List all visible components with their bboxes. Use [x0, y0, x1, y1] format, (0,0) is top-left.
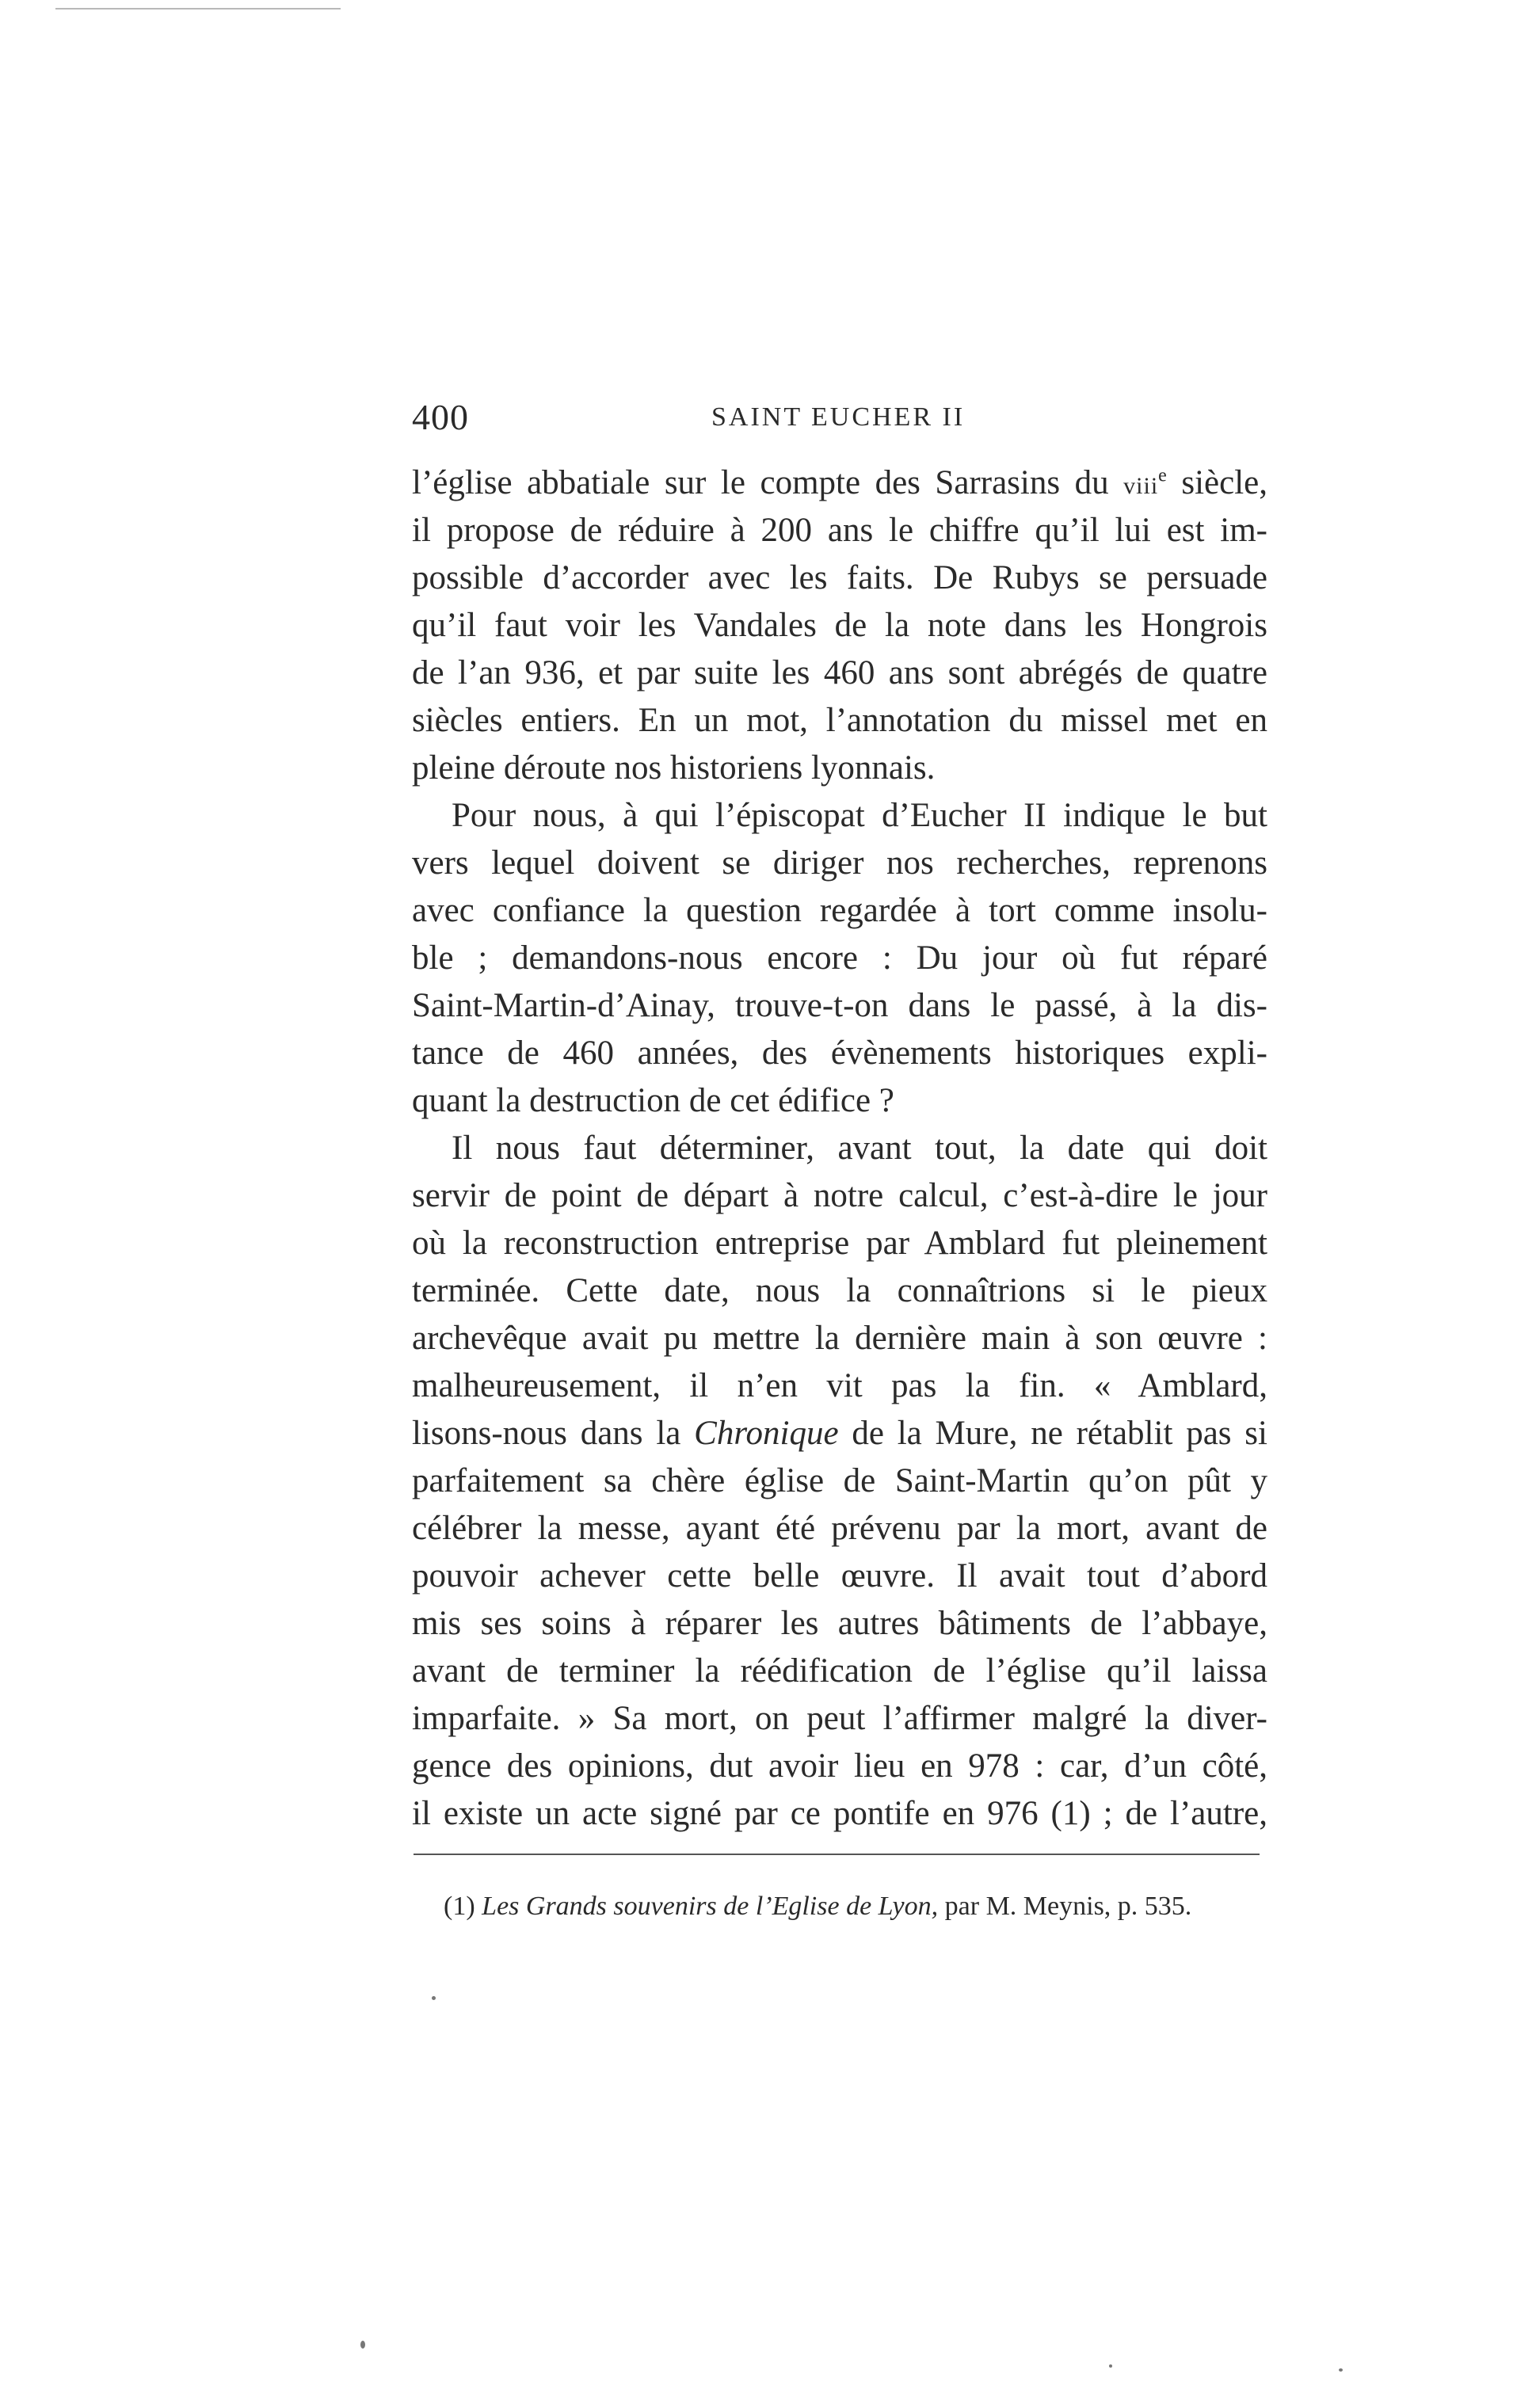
text-line-17: où la reconstruction entreprise par Amblard fut pleinement [412, 1225, 1267, 1262]
text-line-9: vers lequel doivent se diriger nos recherches, reprenons [412, 844, 1267, 882]
text-line-21: lisons-nous dans la Chronique de la Mure, ne rétablit pas si [412, 1415, 1267, 1452]
text-line-22: parfaitement sa chère église de Saint-Martin qu’on pût y [412, 1462, 1267, 1499]
paper-speck [1339, 2368, 1343, 2372]
paper-speck [360, 2341, 365, 2349]
text-line-24: pouvoir achever cette belle œuvre. Il avait tout d’abord [412, 1557, 1267, 1595]
text-line-3: possible d’accorder avec les faits. De Rubys se persuade [412, 559, 1267, 596]
text-line-20: malheureusement, il n’en vit pas la fin. « Amblard, [412, 1367, 1267, 1404]
text-line-18: terminée. Cette date, nous la connaîtrions si le pieux [412, 1272, 1267, 1309]
paper-speck [432, 1996, 436, 2000]
text-line-11: ble ; demandons-nous encore : Du jour où fut réparé [412, 939, 1267, 977]
paper-speck [1109, 2364, 1112, 2368]
text-line-10: avec confiance la question regardée à tort comme insolu- [412, 892, 1267, 929]
text-line-19: archevêque avait pu mettre la dernière main à son œuvre : [412, 1320, 1267, 1357]
running-title: SAINT EUCHER II [711, 402, 966, 432]
footnote-citation: par M. Meynis, p. 535. [938, 1892, 1192, 1921]
text-line-26: avant de terminer la réédification de l’église qu’il laissa [412, 1652, 1267, 1690]
text-line-12: Saint-Martin-d’Ainay, trouve-t-on dans le passé, à la dis- [412, 987, 1267, 1024]
text-line-8: Pour nous, à qui l’épiscopat d’Eucher II indique le but [452, 797, 1267, 834]
page-header [412, 396, 1267, 444]
text-line-1: l’église abbatiale sur le compte des Sarrasins du viii$^e$ siècle, [412, 464, 1267, 501]
text-line-15: Il nous faut déterminer, avant tout, la date qui doit [452, 1130, 1267, 1167]
body-text [412, 459, 1267, 1838]
text-line-25: mis ses soins à réparer les autres bâtiments de l’abbaye, [412, 1605, 1267, 1642]
page-number: 400 [412, 397, 469, 437]
footnote [444, 1889, 1267, 1924]
text-line-5: de l’an 936, et par suite les 460 ans sont abrégés de quatre [412, 654, 1267, 692]
text-line-27: imparfaite. » Sa mort, on peut l’affirmer malgré la diver- [412, 1700, 1267, 1737]
text-line-28: gence des opinions, dut avoir lieu en 978 : car, d’un côté, [412, 1747, 1267, 1785]
text-line-29: il existe un acte signé par ce pontife en 976 (1) ; de l’autre, [412, 1795, 1267, 1832]
text-line-6: siècles entiers. En un mot, l’annotation du missel met en [412, 702, 1267, 739]
text-line-14: quant la destruction de cet édifice ? [412, 1082, 894, 1119]
footnote-title: Les Grands souvenirs de l’Eglise de Lyon, [482, 1892, 939, 1921]
text-line-23: célébrer la messe, ayant été prévenu par la mort, avant de [412, 1510, 1267, 1547]
footnote-marker: (1) [444, 1892, 482, 1921]
footnote-rule [414, 1854, 1260, 1855]
text-line-13: tance de 460 années, des évènements historiques expli- [412, 1034, 1267, 1072]
top-edge-rule [55, 8, 341, 10]
text-line-16: servir de point de départ à notre calcul, c’est-à-dire le jour [412, 1177, 1267, 1214]
text-line-4: qu’il faut voir les Vandales de la note dans les Hongrois [412, 607, 1267, 644]
text-line-7: pleine déroute nos historiens lyonnais. [412, 749, 936, 787]
text-line-2: il propose de réduire à 200 ans le chiffre qu’il lui est im- [412, 512, 1267, 549]
